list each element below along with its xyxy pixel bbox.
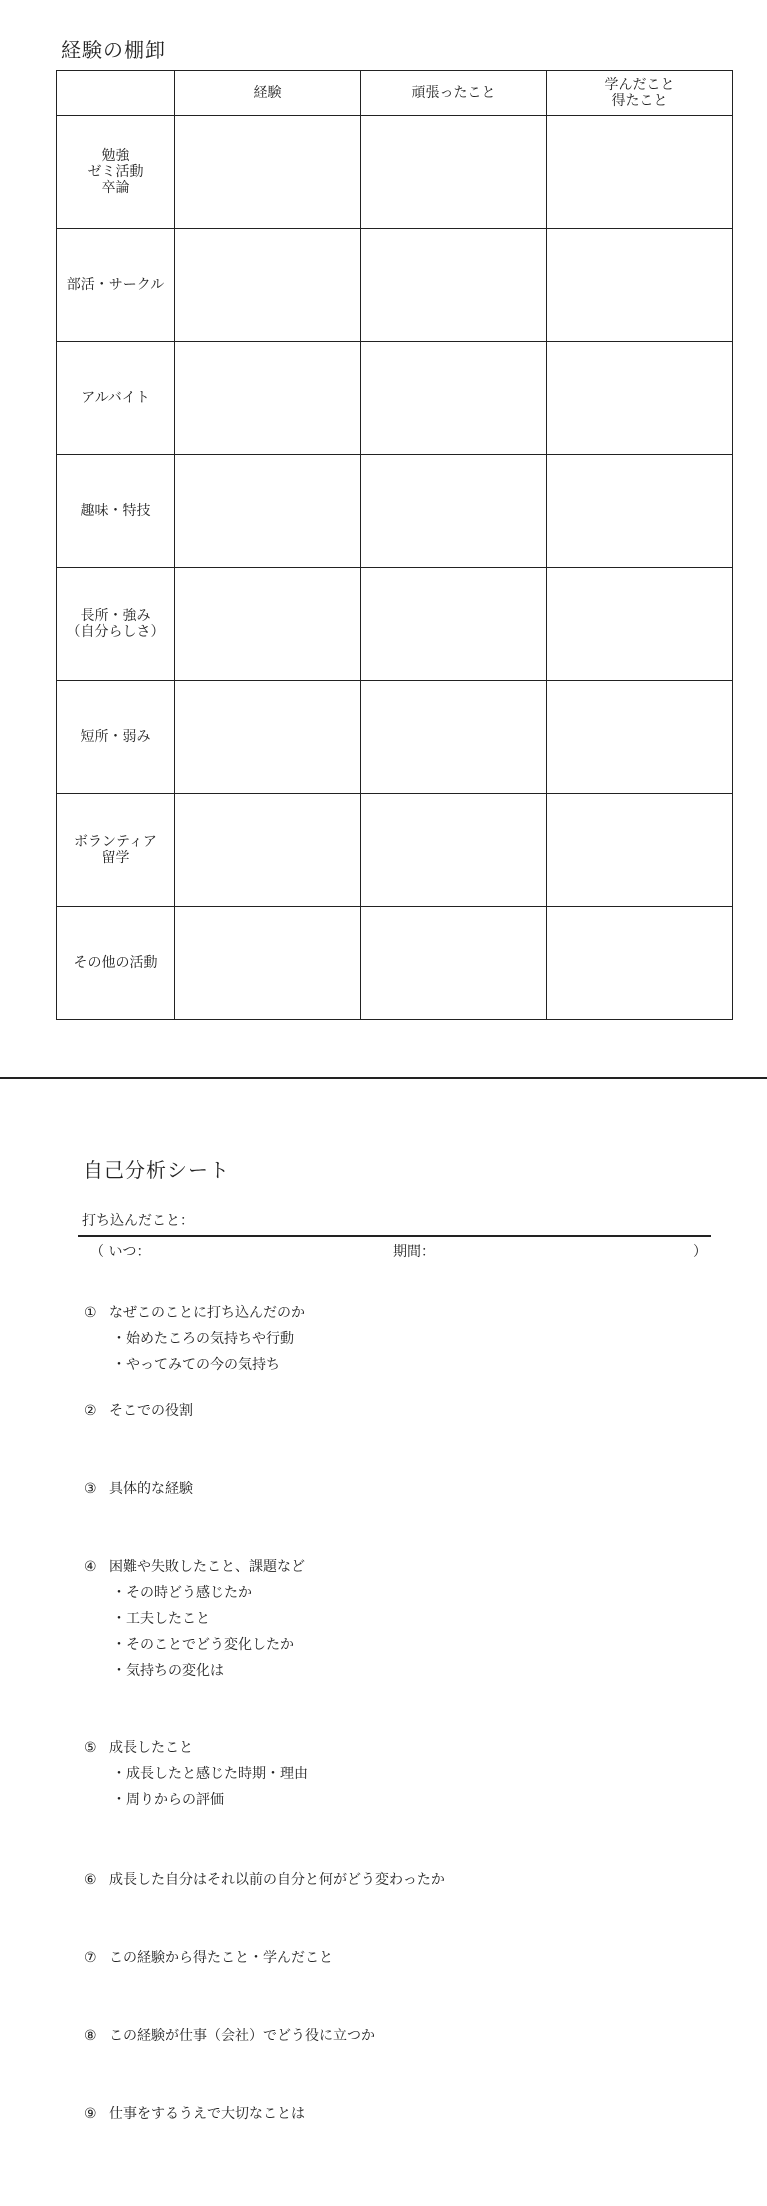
cell-learned[interactable] <box>547 342 733 455</box>
question-line <box>84 1398 193 1424</box>
when-label: （ いつ： <box>90 1244 151 1260</box>
question-line <box>84 1945 333 1971</box>
bullet-item: ・ 成長したと感じた時期・理由 <box>112 1761 308 1787</box>
question-text: 成長したこと <box>109 1740 193 1756</box>
cell-learned[interactable] <box>547 116 733 229</box>
question-bullets <box>84 1326 305 1378</box>
question-5 <box>84 1735 308 1813</box>
cell-effort[interactable] <box>361 229 547 342</box>
table-row <box>57 681 733 794</box>
cell-learned[interactable] <box>547 229 733 342</box>
header-corner-cell <box>57 71 175 116</box>
inventory-title: 経験の棚卸 <box>61 38 166 62</box>
question-text: そこでの役割 <box>109 1403 193 1419</box>
row-label-weaknesses: 短所・弱み <box>57 681 175 794</box>
question-text: この経験から得たこと・学んだこと <box>109 1950 333 1966</box>
cell-experience[interactable] <box>175 681 361 794</box>
question-7 <box>84 1945 333 1971</box>
table-row <box>57 116 733 229</box>
question-number: ② <box>84 1403 97 1419</box>
cell-learned[interactable] <box>547 568 733 681</box>
bullet-item: ・ 工夫したこと <box>112 1606 305 1632</box>
cell-experience[interactable] <box>175 342 361 455</box>
question-number: ① <box>84 1305 97 1321</box>
question-6 <box>84 1867 445 1893</box>
row-label-study: 勉強 ゼミ活動 卒論 <box>57 116 175 229</box>
question-number: ③ <box>84 1481 97 1497</box>
question-line <box>84 2101 305 2127</box>
header-effort: 頑張ったこと <box>361 71 547 116</box>
question-text: 仕事をするうえで大切なことは <box>109 2106 305 2122</box>
cell-experience[interactable] <box>175 455 361 568</box>
table-row <box>57 568 733 681</box>
question-8 <box>84 2023 375 2049</box>
question-bullets <box>84 1580 305 1684</box>
question-text: なぜこのことに打ち込んだのか <box>109 1305 305 1321</box>
question-number: ④ <box>84 1559 97 1575</box>
table-row <box>57 794 733 907</box>
question-number: ⑨ <box>84 2106 97 2122</box>
question-line <box>84 1867 445 1893</box>
table-header-row <box>57 71 733 116</box>
question-text: 具体的な経験 <box>109 1481 193 1497</box>
cell-learned[interactable] <box>547 907 733 1020</box>
table-row <box>57 342 733 455</box>
question-line <box>84 1554 305 1580</box>
cell-effort[interactable] <box>361 907 547 1020</box>
question-2 <box>84 1398 193 1424</box>
row-label-other: その他の活動 <box>57 907 175 1020</box>
question-number: ⑦ <box>84 1950 97 1966</box>
question-text: 困難や失敗したこと、課題など <box>109 1559 305 1575</box>
row-label-hobby: 趣味・特技 <box>57 455 175 568</box>
cell-experience[interactable] <box>175 794 361 907</box>
question-line <box>84 1300 305 1326</box>
bullet-item: ・ そのことでどう変化したか <box>112 1632 305 1658</box>
cell-experience[interactable] <box>175 907 361 1020</box>
cell-learned[interactable] <box>547 455 733 568</box>
cell-learned[interactable] <box>547 681 733 794</box>
header-experience: 経験 <box>175 71 361 116</box>
bullet-item: ・ やってみての今の気持ち <box>112 1352 305 1378</box>
cell-effort[interactable] <box>361 116 547 229</box>
bullet-item: ・ 周りからの評価 <box>112 1787 308 1813</box>
question-line <box>84 2023 375 2049</box>
close-paren: ） <box>693 1244 707 1260</box>
question-number: ⑧ <box>84 2028 97 2044</box>
bullet-item: ・ その時どう感じたか <box>112 1580 305 1606</box>
question-number: ⑥ <box>84 1872 97 1888</box>
row-label-volunteer: ボランティア 留学 <box>57 794 175 907</box>
question-line <box>84 1476 193 1502</box>
row-label-strengths: 長所・強み （自分らしさ） <box>57 568 175 681</box>
cell-learned[interactable] <box>547 794 733 907</box>
question-9 <box>84 2101 305 2127</box>
cell-experience[interactable] <box>175 116 361 229</box>
question-line <box>84 1735 308 1761</box>
bullet-item: ・ 始めたころの気持ちや行動 <box>112 1326 305 1352</box>
page-divider <box>0 1077 767 1079</box>
question-3 <box>84 1476 193 1502</box>
cell-effort[interactable] <box>361 342 547 455</box>
row-label-parttime: アルバイト <box>57 342 175 455</box>
question-text: 成長した自分はそれ以前の自分と何がどう変わったか <box>109 1872 445 1888</box>
cell-experience[interactable] <box>175 229 361 342</box>
subject-label: 打ち込んだこと： <box>82 1213 194 1229</box>
cell-effort[interactable] <box>361 455 547 568</box>
question-1 <box>84 1300 305 1378</box>
bullet-item: ・ 気持ちの変化は <box>112 1658 305 1684</box>
question-text: この経験が仕事（会社）でどう役に立つか <box>109 2028 375 2044</box>
row-label-club: 部活・サークル <box>57 229 175 342</box>
header-learned: 学んだこと 得たこと <box>547 71 733 116</box>
question-bullets <box>84 1761 308 1813</box>
period-label: 期間： <box>393 1244 435 1260</box>
self-analysis-title: 自己分析シート <box>83 1158 230 1182</box>
cell-effort[interactable] <box>361 568 547 681</box>
subject-underline <box>78 1235 711 1237</box>
cell-effort[interactable] <box>361 794 547 907</box>
question-4 <box>84 1554 305 1684</box>
cell-effort[interactable] <box>361 681 547 794</box>
cell-experience[interactable] <box>175 568 361 681</box>
experience-inventory-table <box>56 70 733 1020</box>
table-row <box>57 229 733 342</box>
question-number: ⑤ <box>84 1740 97 1756</box>
table-row <box>57 907 733 1020</box>
table-row <box>57 455 733 568</box>
